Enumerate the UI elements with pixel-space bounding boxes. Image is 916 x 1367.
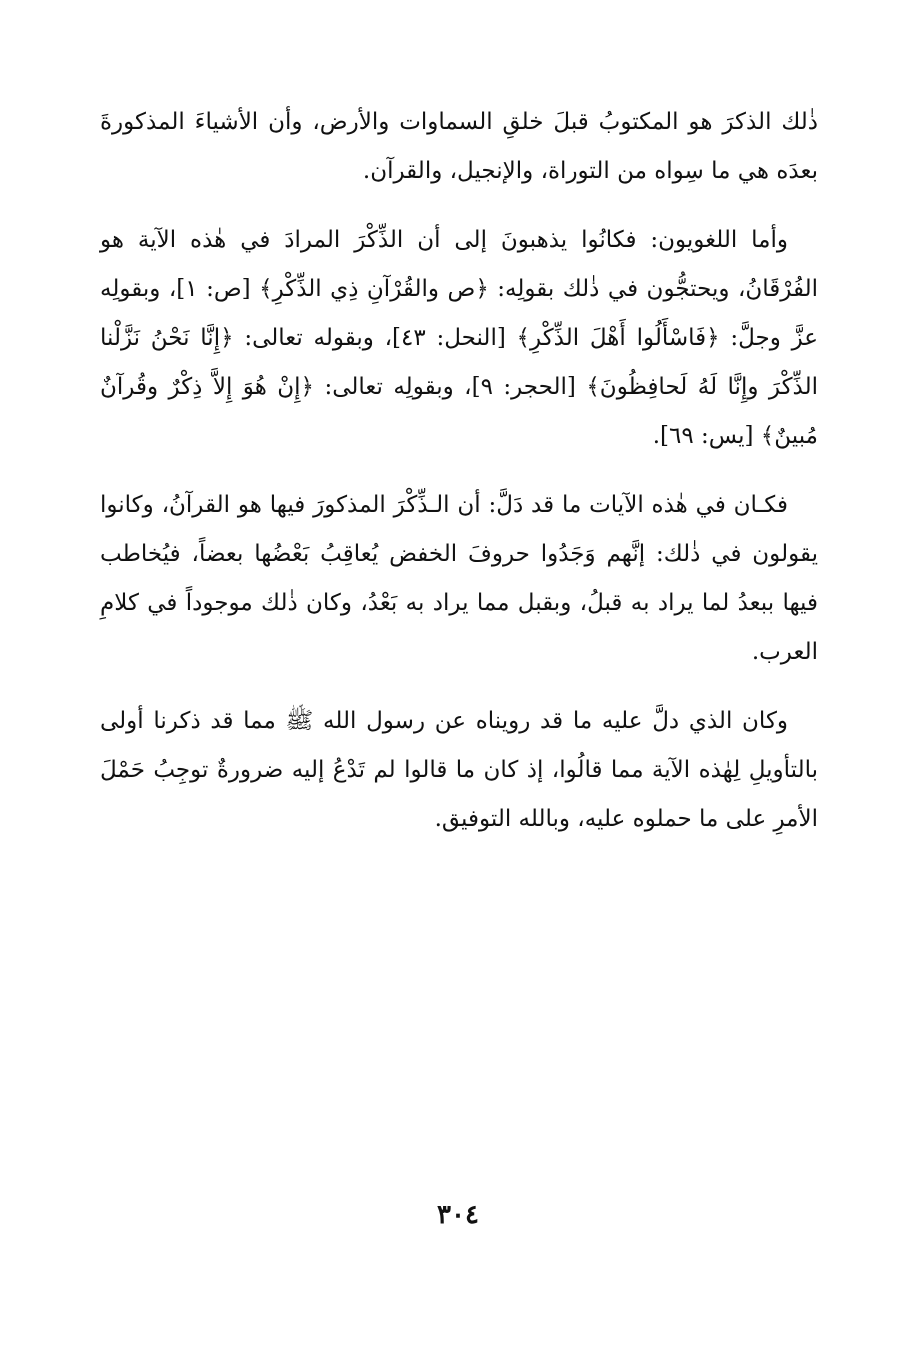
paragraph-3: فكـان في هٰذه الآيات ما قد دَلَّ: أن الـذِّكْرَ المذكورَ فيها هو القرآنُ، وكانوا يقولون في ذٰلك: إنَّهم وَجَدُوا حروفَ الخفض يُعاقِبُ بَعْضُها بعضاً، فيُخاطب فيها ببعدُ لما يراد به قبلُ، وبقبل مما يراد به بَعْدُ، وكان ذٰلك موجوداً في كلامِ العرب.	[100, 492, 818, 665]
paragraph-2: وأما اللغويون: فكانُوا يذهبونَ إلى أن الذِّكْرَ المرادَ في هٰذه الآية هو الفُرْقَانُ، ويحتجُّون في ذٰلك بقولِه: ﴿ص والقُرْآنِ ذِي الذِّكْرِ﴾ [ص: ١]، وبقولِه عزَّ وجلَّ: ﴿فَاسْأَلُوا أَهْلَ الذِّكْرِ﴾ [النحل: ٤٣]، وبقوله تعالى: ﴿إِنَّا نَحْنُ نَزَّلْنا الذِّكْرَ وإِنَّا لَهُ لَحافِظُونَ﴾ [الحجر: ٩]، وبقولِه تعالى: ﴿إِنْ هُوَ إِلاَّ ذِكْرٌ وقُرآنٌ مُبينٌ﴾ [يس: ٦٩].	[100, 227, 819, 449]
page-number: ٣٠٤	[437, 1200, 479, 1230]
paragraph-1: ذٰلك الذكرَ هو المكتوبُ قبلَ خلقِ السماوات والأرض، وأن الأشياءَ المذكورةَ بعدَه هي ما سِواه من التوراة، والإنجيل، والقرآن.	[100, 109, 818, 184]
body-text	[100, 98, 818, 864]
paragraph-4: وكان الذي دلَّ عليه ما قد رويناه عن رسول الله ﷺ مما قد ذكرنا أولى بالتأويلِ لِهٰذه الآية مما قالُوا، إذ كان ما قالوا لم تَدْعُ إليه ضرورةٌ توجِبُ حَمْلَ الأمرِ على ما حملوه عليه، وبالله التوفيق.	[100, 708, 818, 832]
